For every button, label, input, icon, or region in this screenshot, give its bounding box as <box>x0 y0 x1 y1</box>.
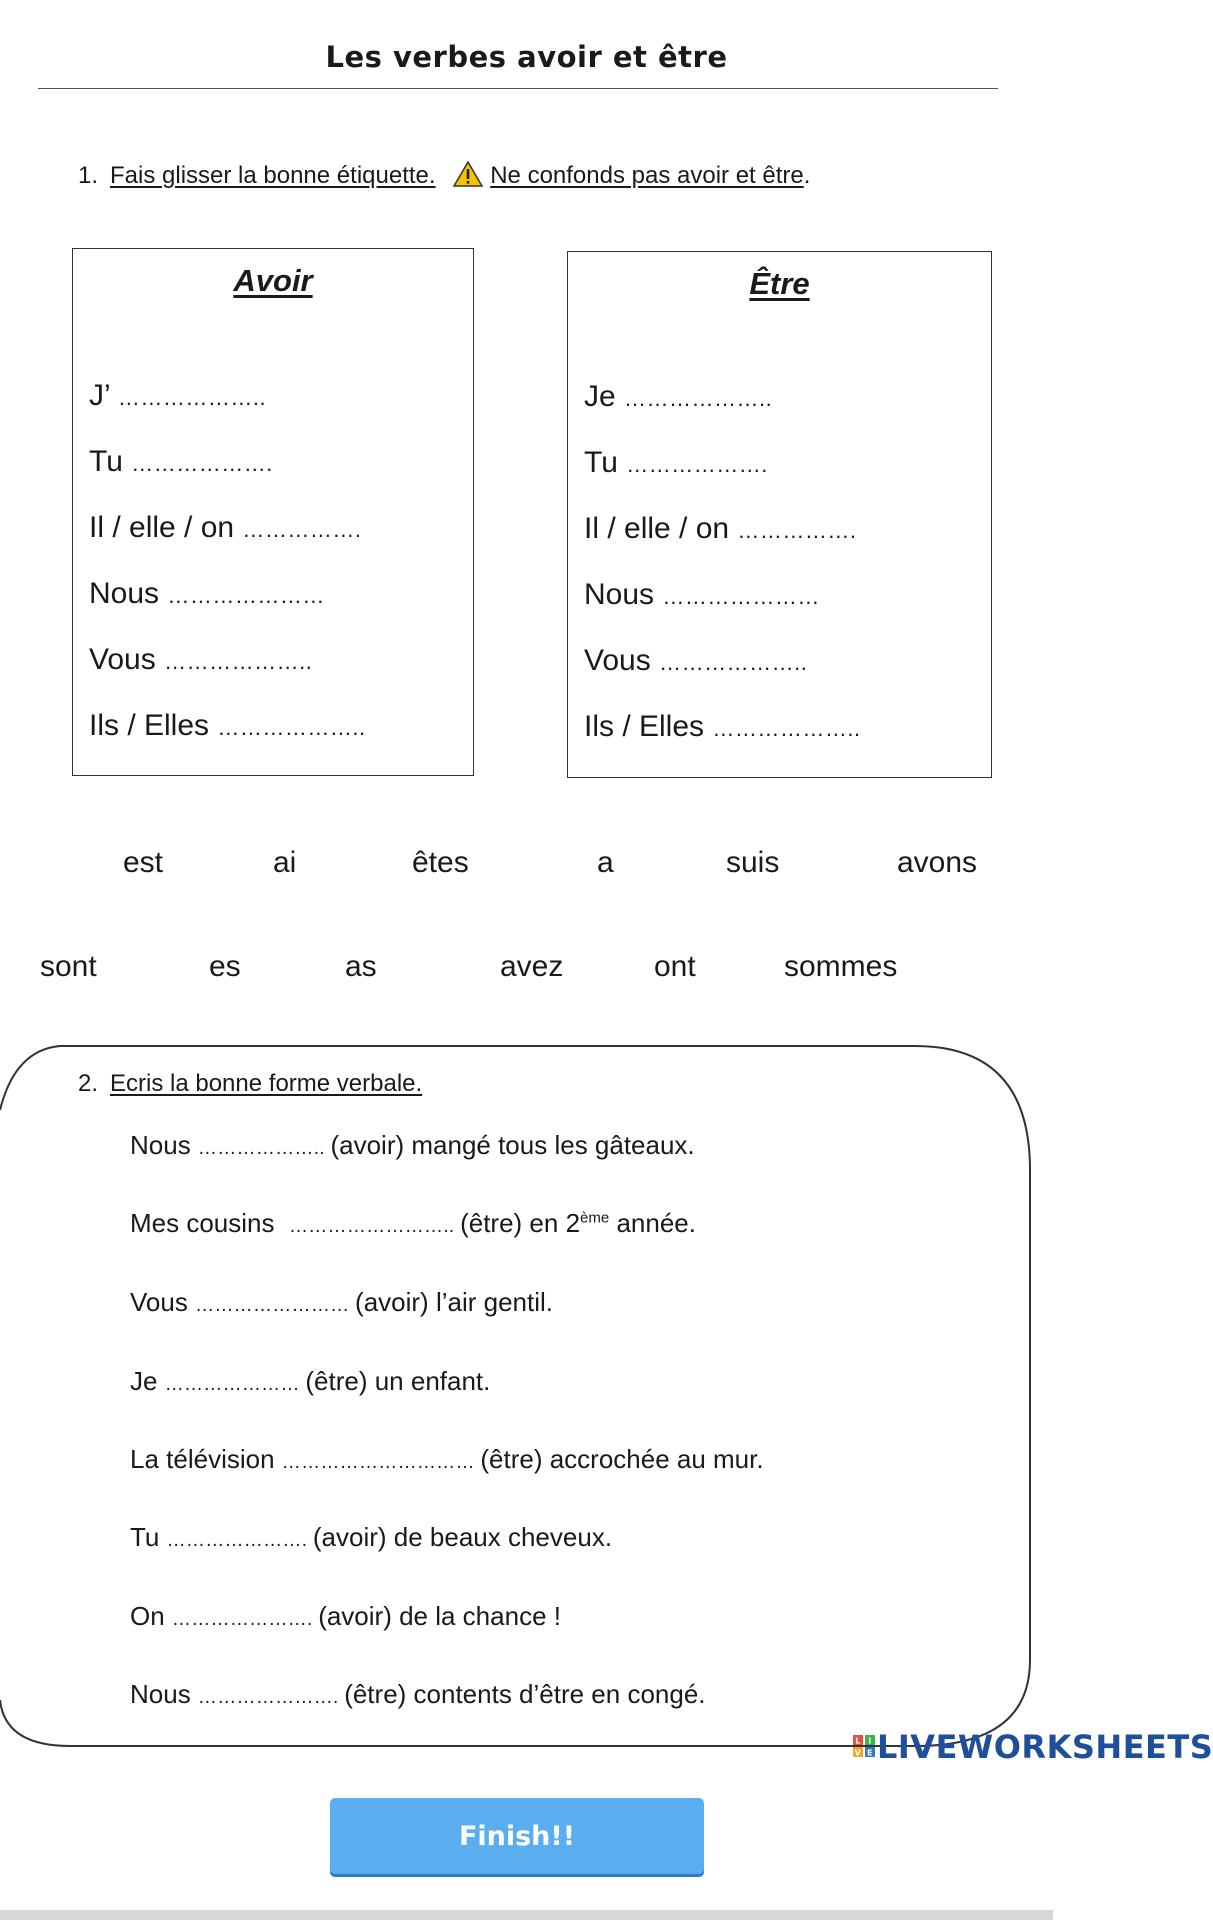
svg-text:I: I <box>868 1736 872 1746</box>
sentence-start: Nous <box>130 1130 198 1160</box>
drop-slot[interactable]: ……………….. <box>217 715 366 740</box>
avoir-row <box>89 511 362 545</box>
pronoun: Il / elle / on <box>89 511 235 544</box>
etre-box <box>567 251 992 778</box>
exercise1-number: 1. <box>78 162 99 189</box>
sentence-start: Vous <box>130 1287 196 1317</box>
drag-label-sont[interactable]: sont <box>40 950 97 983</box>
drag-label-ai[interactable]: ai <box>273 846 297 879</box>
avoir-row <box>89 577 325 611</box>
sentence-tail: année. <box>609 1208 696 1238</box>
sentence-end: (avoir) de la chance ! <box>318 1601 561 1631</box>
sentence-start: On <box>130 1601 172 1631</box>
sentence-start: Mes cousins <box>130 1208 289 1238</box>
answer-input[interactable]: ……………….. <box>197 1138 331 1159</box>
sentence <box>130 1444 764 1475</box>
exercise1-instruction-text: Fais glisser la bonne étiquette. <box>110 162 436 189</box>
logo-text: LIVEWORKSHEETS <box>877 1728 1213 1766</box>
liveworksheets-logo <box>853 1728 1213 1766</box>
drop-slot[interactable]: ……………….. <box>712 716 861 741</box>
pronoun: Vous <box>89 643 156 676</box>
sentence-end: (être) un enfant. <box>305 1366 491 1396</box>
drag-label-ont[interactable]: ont <box>654 950 696 983</box>
sentence <box>130 1208 696 1239</box>
exercise2-instruction <box>78 1070 422 1098</box>
live-badge-icon <box>853 1735 875 1757</box>
sentence-end: (être) en 2 <box>460 1208 581 1238</box>
etre-row <box>584 512 857 546</box>
answer-input[interactable]: …………………. <box>197 1687 345 1708</box>
drag-label-avons[interactable]: avons <box>897 846 978 879</box>
avoir-row <box>89 643 312 677</box>
drag-label-es[interactable]: es <box>209 950 241 983</box>
sentence <box>130 1522 612 1553</box>
etre-row <box>584 710 861 744</box>
warning-text: Ne confonds pas avoir et être <box>490 162 804 189</box>
drop-slot[interactable]: ………………… <box>662 584 820 609</box>
worksheet-title: Les verbes avoir et être <box>325 40 728 74</box>
warning-icon <box>452 160 484 195</box>
drop-slot[interactable]: ……………. <box>737 518 857 543</box>
drag-label-as[interactable]: as <box>345 950 377 983</box>
pronoun: Il / elle / on <box>584 512 730 545</box>
exercise2-number: 2. <box>78 1070 99 1097</box>
etre-row <box>584 380 772 414</box>
ordinal-suffix: ème <box>580 1209 610 1227</box>
pronoun: Tu <box>89 445 123 478</box>
pronoun: Ils / Elles <box>584 710 705 743</box>
answer-input[interactable]: …………………… <box>195 1295 356 1316</box>
drop-slot[interactable]: ………………. <box>626 452 768 477</box>
etre-row <box>584 446 768 480</box>
drag-label-a[interactable]: a <box>597 846 614 879</box>
sentence-end: (être) accrochée au mur. <box>480 1444 764 1474</box>
sentence-start: La télévision <box>130 1444 282 1474</box>
drag-label-etes[interactable]: êtes <box>412 846 469 879</box>
drag-label-sommes[interactable]: sommes <box>784 950 898 983</box>
drop-slot[interactable]: ……………….. <box>624 386 773 411</box>
bottom-scroll-bar <box>0 1910 1053 1920</box>
answer-input[interactable]: ………………… <box>164 1374 306 1395</box>
avoir-row <box>89 445 273 479</box>
etre-heading: Être <box>749 266 810 301</box>
drag-label-est[interactable]: est <box>123 846 164 879</box>
warning-end: . <box>803 162 811 189</box>
pronoun: Ils / Elles <box>89 709 210 742</box>
sentence-start: Tu <box>130 1522 167 1552</box>
svg-text:E: E <box>867 1748 873 1758</box>
pronoun: Vous <box>584 644 651 677</box>
answer-input[interactable]: ………………………… <box>281 1452 481 1473</box>
pronoun: Je <box>584 380 616 413</box>
drag-label-avez[interactable]: avez <box>500 950 564 983</box>
avoir-heading: Avoir <box>233 263 313 298</box>
drop-slot[interactable]: ……………….. <box>164 649 313 674</box>
answer-input[interactable]: …………………. <box>166 1530 313 1551</box>
etre-row <box>584 644 807 678</box>
drop-slot[interactable]: ……………….. <box>659 650 808 675</box>
title-divider <box>38 88 998 89</box>
exercise1-instruction <box>78 160 810 195</box>
sentence <box>130 1679 706 1710</box>
drop-slot[interactable]: ………………. <box>131 451 273 476</box>
answer-input[interactable]: …………………. <box>171 1609 319 1630</box>
avoir-row <box>89 709 366 743</box>
drop-slot[interactable]: ……………. <box>242 517 362 542</box>
sentence <box>130 1130 695 1161</box>
sentence-end: (être) contents d’être en congé. <box>344 1679 706 1709</box>
sentence <box>130 1287 553 1318</box>
sentence <box>130 1601 561 1632</box>
sentence-end: (avoir) de beaux cheveux. <box>312 1522 613 1552</box>
pronoun: Nous <box>584 578 655 611</box>
svg-text:V: V <box>854 1748 862 1758</box>
drop-slot[interactable]: ………………… <box>167 583 325 608</box>
svg-text:L: L <box>855 1736 861 1746</box>
pronoun: Nous <box>89 577 160 610</box>
pronoun: Tu <box>584 446 618 479</box>
answer-input[interactable]: …………………….. <box>288 1216 461 1237</box>
sentence <box>130 1366 490 1397</box>
drop-slot[interactable]: ……………….. <box>117 385 267 410</box>
sentence-start: Nous <box>130 1679 198 1709</box>
etre-row <box>584 578 820 612</box>
avoir-row <box>89 379 266 413</box>
drag-label-suis[interactable]: suis <box>726 846 780 879</box>
sentence-end: (avoir) l’air gentil. <box>355 1287 553 1317</box>
sentence-start: Je <box>130 1366 165 1396</box>
sentence-end: (avoir) mangé tous les gâteaux. <box>330 1130 695 1160</box>
exercise2-instruction-text: Ecris la bonne forme verbale. <box>110 1070 423 1097</box>
finish-button[interactable]: Finish!! <box>330 1798 704 1874</box>
avoir-box <box>72 248 474 776</box>
pronoun: J’ <box>89 379 110 412</box>
